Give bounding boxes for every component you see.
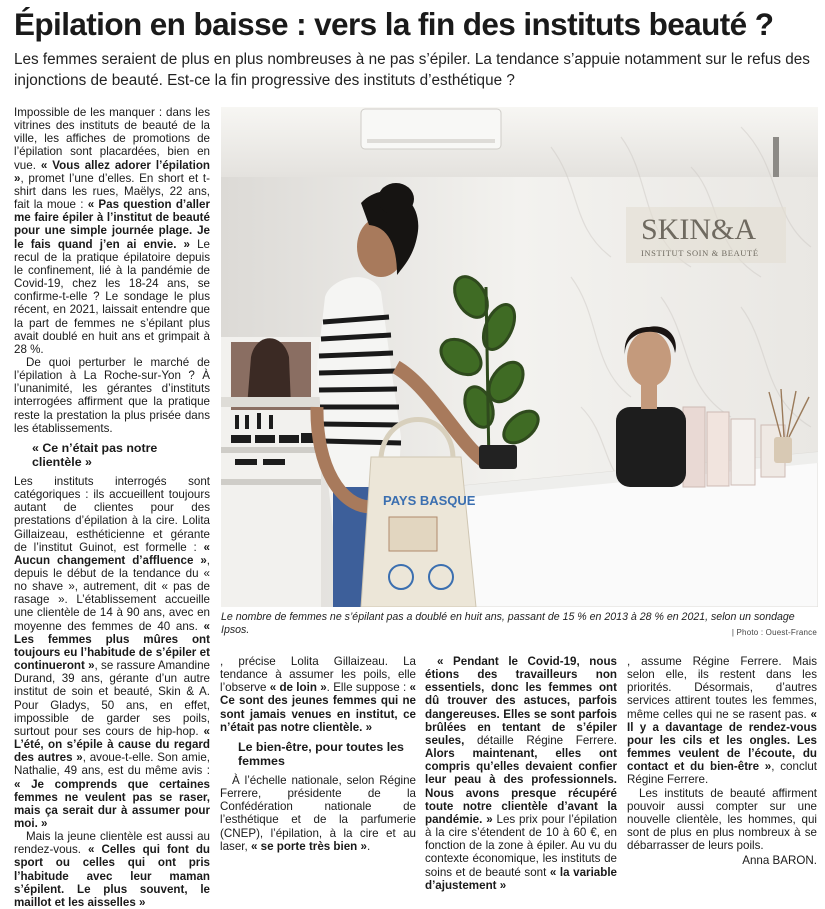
intertitle: Le bien-être, pour toutes les femmes bbox=[238, 739, 404, 768]
paragraph: Mais la jeune clientèle est aussi au rendez-vous. « Celles qui font du sport ou celles qui ont pris l’habitude avec leur maman s’épilent. Le plus souvent, le maillot et les aisselles » bbox=[14, 830, 210, 909]
photo-caption: Le nombre de femmes ne s’épilant pas a doublé en huit ans, passant de 15 % en 2013 à 28 % en 2021, selon un sondage Ipsos. bbox=[221, 611, 795, 636]
intertitle: « Ce n’était pas notre clientèle » bbox=[32, 440, 158, 469]
tote-text: PAYS BASQUE bbox=[383, 493, 476, 508]
standfirst: Les femmes seraient de plus en plus nombreuses à ne pas s’épiler. La tendance s’appuie notamment sur le refus des injonctions de beauté. Est-ce la fin progressive des instituts d’esthétique ? bbox=[14, 51, 810, 89]
paragraph: À l’échelle nationale, selon Régine Ferrere, présidente de la Confédération nationale de l’esthétique et de la parfumerie (CNEP), l’épilation, à la cire et au laser, « se porte très bien ». bbox=[220, 773, 416, 853]
ceiling bbox=[221, 107, 818, 177]
paragraph: , assume Régine Ferrere. Mais selon elle, ils restent dans les priorités. Désormais, d’autres services attirent toutes les femmes, même celles qui ne se rasent pas. « Il y a davantage de rendez-vous pour les cils et les ongles. Les femmes veulent de l’écoute, du contact et du bien-être », conclut Régine Ferrere. bbox=[627, 655, 817, 787]
sign-main-text: SKIN&A bbox=[641, 213, 757, 246]
column-3 bbox=[425, 655, 617, 892]
photo-illustration bbox=[221, 107, 818, 607]
column-4 bbox=[627, 655, 817, 852]
paragraph: De quoi perturber le marché de l’épilation à La Roche-sur-Yon ? À l’unanimité, les gérantes d’instituts interrogées affirment que la pratique reste la prestation la plus prisée dans les établissements. bbox=[14, 355, 210, 435]
paragraph: « Pendant le Covid-19, nous étions des travailleurs non essentiels, donc les femmes ont dû trouver des astuces, parfois dangereuses. Elles se sont parfois brûlées en tentant de s’épiler seules, détaille Régine Ferrere. Alors maintenant, elles ont compris qu’elles devaient confier leur peau à des professionnels. Nous avons presque récupéré toute notre clientèle d’avant la pandémie. » Les prix pour l’épilation à la cire s’étendent de 10 à 60 €, en fonction de la zone à épiler. Au vu du contexte économique, les instituts de soins et de beauté sont « la variable d’ajustement » bbox=[425, 655, 617, 892]
author-signature: Anna BARON. bbox=[742, 854, 817, 867]
column-2 bbox=[220, 655, 416, 853]
paragraph: , précise Lolita Gillaizeau. La tendance à assumer les poils, elle l’observe « de loin ». Elle suppose : « Ce sont des jeunes femmes qui ne sont jamais venues en institut, ce n’était pas notre clientèle. » bbox=[220, 655, 416, 734]
photo-credit: | Photo : Ouest-France bbox=[731, 628, 817, 637]
wall-light bbox=[773, 137, 779, 177]
paragraph: Les instituts interrogés sont catégoriques : ils accueillent toujours autant de clientes pour des prestations d’épilation à la cire. Lolita Gillaizeau, esthéticienne et gérante de l’institut Guinot, est formelle : « Aucun changement d’affluence », depuis le début de la tendance du « no shave », autrement, dit « pas de rasage ». L’établissement accueille une clientèle de 14 à 90 ans, avec en moyenne des femmes de 40 ans. « Les femmes plus mûres ont toujours eu l’habitude de s’épiler et continueront », se rassure Amandine Durand, 39 ans, gérante d’un autre institut de soin et beauté, Skin & A. Pour Gladys, 50 ans, en effet, impossible de garder ses poils, surtout pour ses cours de hip-hop. « L’été, on s’épile à cause du regard des autres », avoue-t-elle. Son amie, Nathalie, 49 ans, est du même avis : « Je comprends que certaines femmes ne veulent pas se raser, mais ça serait dur à assumer pour moi. » bbox=[14, 474, 210, 830]
sign-sub-text: INSTITUT SOIN & BEAUTÉ bbox=[641, 248, 759, 258]
headline: Épilation en baisse : vers la fin des instituts beauté ? bbox=[14, 6, 774, 42]
shop-sign bbox=[626, 207, 786, 263]
paragraph: Les instituts de beauté affirment pouvoir aussi compter sur une nouvelle clientèle, les hommes, qui sont de plus en plus nombreux à se débarrasser de leurs poils. bbox=[627, 786, 817, 853]
paragraph: Impossible de les manquer : dans les vitrines des instituts de beauté de la ville, les affiches de promotions de l’épilation sont placardées, bien en vue. « Vous allez adorer l’épilation », promet l’une d’elles. En short et t-shirt dans les rues, Maëlys, 22 ans, fait la moue : « Pas question d’aller me faire épiler à l’institut de beauté pour une simple journée plage. Je le fais quand j’en ai envie. » Le recul de la pratique épilatoire depuis le confinement, lié à la pandémie de Covid-19, chez les 18-24 ans, se confirme-t-elle ? Le sondage le plus récent, en 2021, laissait entendre que la part de femmes ne s’épilant plus avait doublé en huit ans et grimpait à 28 %. bbox=[14, 106, 210, 356]
column-1 bbox=[14, 106, 210, 909]
article-photo bbox=[221, 107, 818, 607]
